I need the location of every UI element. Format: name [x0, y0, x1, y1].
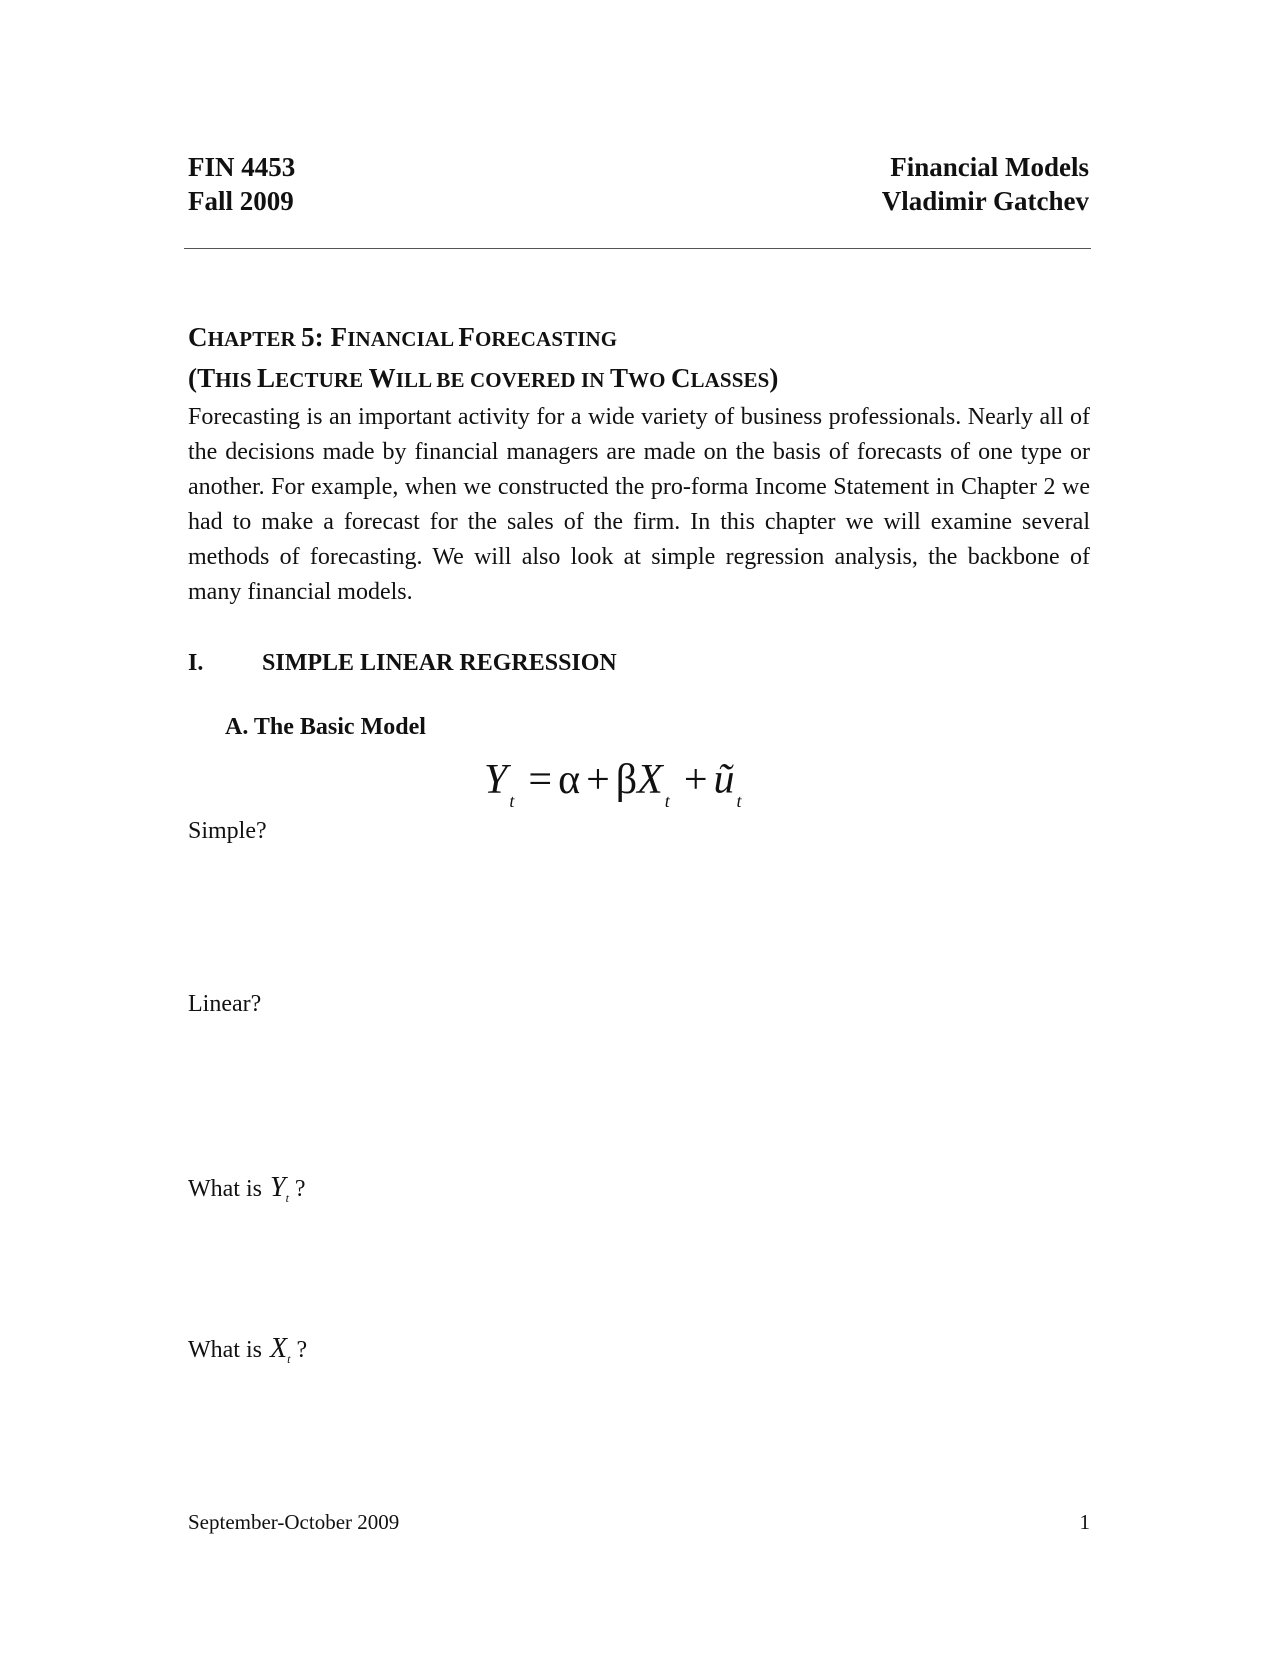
section-number: I. — [188, 650, 204, 676]
page-number: 1 — [1079, 1510, 1090, 1534]
question-what-is-xt: What is $X_t$ ? — [188, 1333, 308, 1366]
header-divider — [184, 248, 1091, 249]
intro-paragraph: Forecasting is an important activity for a wide variety of business professionals. Nearly all of the decisions made by financial managers are made on the basis of forecasts of one type or another. For example, when we constructed the pro-forma Income Statement in Chapter 2 we had to make a forecast for the sales of the firm. In this chapter we will examine several methods of forecasting. We will also look at simple regression analysis, the backbone of many financial models. — [188, 404, 1090, 605]
instructor-name: Vladimir Gatchev — [881, 186, 1089, 216]
header-left — [188, 150, 295, 218]
question-linear: Linear? — [188, 991, 262, 1017]
footer-date: September-October 2009 — [188, 1510, 400, 1534]
chapter-subtitle: (THIS LECTURE WILL BE COVERED IN TWO CLASSES) — [188, 363, 779, 393]
course-title: Financial Models — [890, 152, 1089, 182]
subsection-title: A. The Basic Model — [225, 714, 426, 740]
section-title: SIMPLE LINEAR REGRESSION — [262, 650, 617, 676]
question-simple: Simple? — [188, 818, 267, 844]
question-what-is-yt: What is $Y_t$ ? — [188, 1172, 306, 1205]
header-right — [882, 150, 1089, 218]
regression-equation: Y $_t$ = α + βX $_t$ + ũ $_t$ — [484, 757, 742, 811]
chapter-title: CHAPTER 5: FINANCIAL FORECASTING — [188, 322, 618, 352]
course-code: FIN 4453 — [188, 152, 296, 182]
course-term: Fall 2009 — [188, 186, 294, 216]
